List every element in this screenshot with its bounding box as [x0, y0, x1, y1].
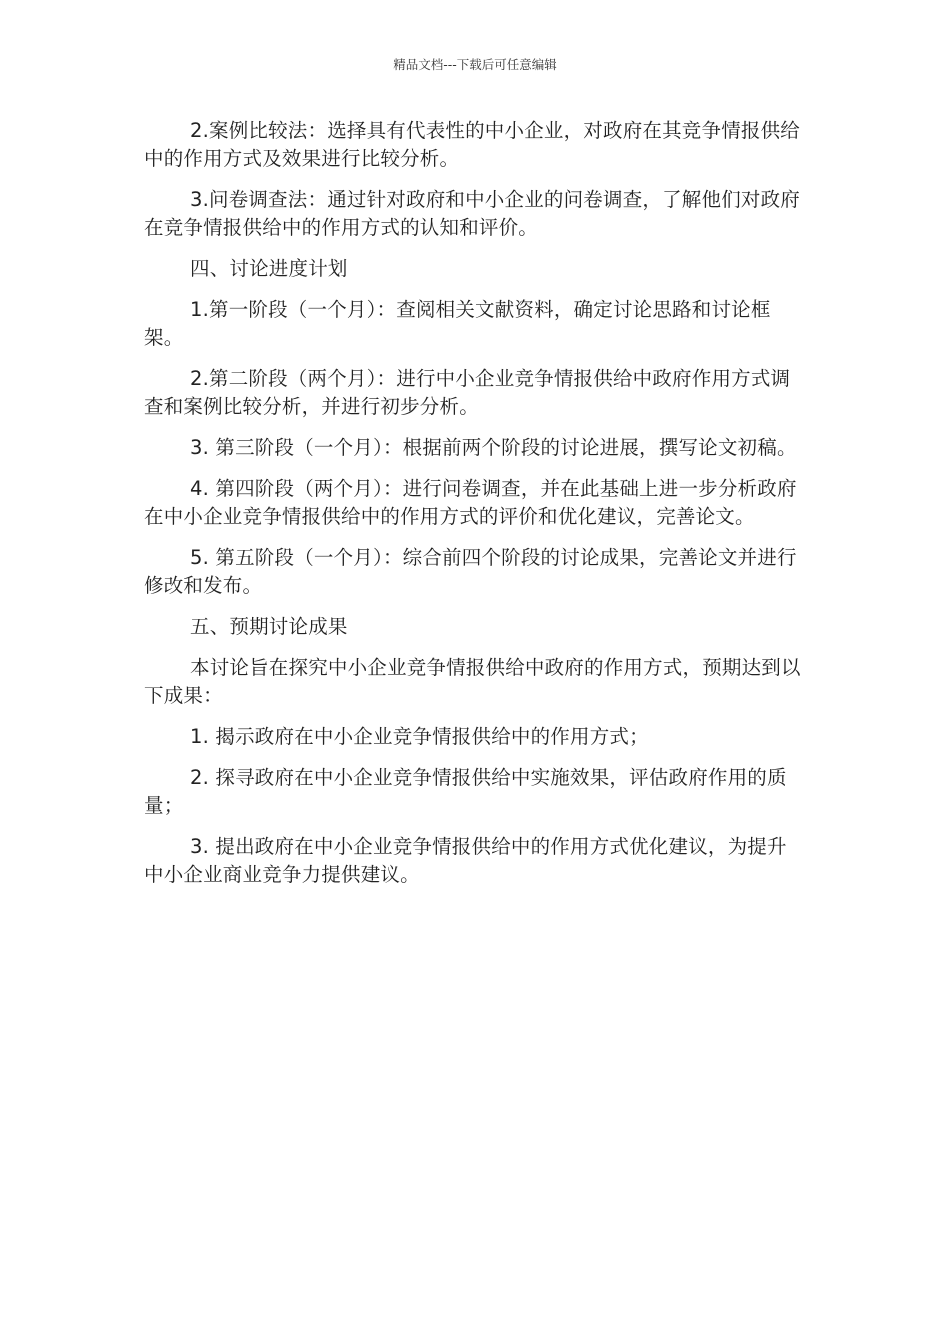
paragraph-questionnaire: 3.问卷调查法：通过针对政府和中小企业的问卷调查，了解他们对政府在竞争情报供给中的作用方式的认知和评价。	[144, 188, 801, 239]
paragraph-outcome-1: 1. 揭示政府在中小企业竞争情报供给中的作用方式；	[190, 725, 649, 748]
document-body	[144, 117, 804, 902]
page-header: 精品文档---下载后可任意编辑	[393, 57, 557, 72]
paragraph-stage-5: 5. 第五阶段（一个月）：综合前四个阶段的讨论成果，完善论文并进行修改和发布。	[144, 546, 797, 597]
paragraph-stage-3: 3. 第三阶段（一个月）：根据前两个阶段的讨论进展，撰写论文初稿。	[190, 436, 797, 459]
paragraph-stage-4: 4. 第四阶段（两个月）：进行问卷调查，并在此基础上进一步分析政府在中小企业竞争情报供给中的作用方式的评价和优化建议，完善论文。	[144, 477, 797, 528]
section-heading-outcomes: 五、预期讨论成果	[190, 615, 348, 638]
paragraph-outcomes-intro: 本讨论旨在探究中小企业竞争情报供给中政府的作用方式，预期达到以下成果：	[144, 656, 801, 707]
paragraph-stage-2: 2.第二阶段（两个月）：进行中小企业竞争情报供给中政府作用方式调查和案例比较分析，并进行初步分析。	[144, 367, 791, 418]
paragraph-outcome-3: 3. 提出政府在中小企业竞争情报供给中的作用方式优化建议，为提升中小企业商业竞争力提供建议。	[144, 835, 787, 886]
section-heading-schedule: 四、讨论进度计划	[190, 257, 348, 280]
paragraph-case-comparison: 2.案例比较法：选择具有代表性的中小企业，对政府在其竞争情报供给中的作用方式及效果进行比较分析。	[144, 119, 801, 170]
paragraph-outcome-2: 2. 探寻政府在中小企业竞争情报供给中实施效果，评估政府作用的质量；	[144, 766, 787, 817]
paragraph-stage-1: 1.第一阶段（一个月）：查阅相关文献资料，确定讨论思路和讨论框架。	[144, 298, 771, 349]
